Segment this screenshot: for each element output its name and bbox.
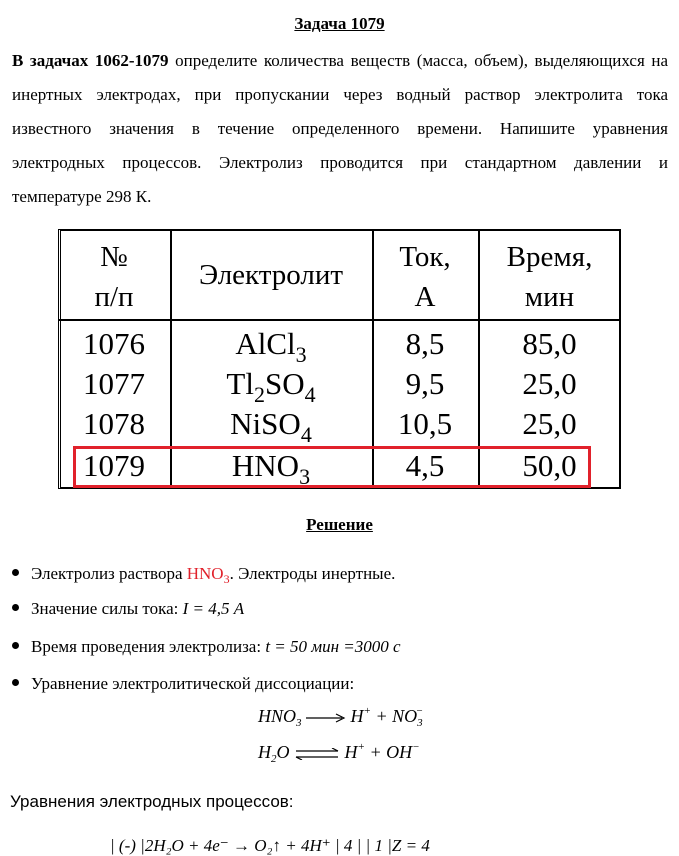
problem-text: определите количества веществ (масса, объем), выделяющихся на инертных электродах, при пропускании через водный раствор электролита тока известного значения в течение определенного времени. Напишите уравнения электродных процессов. Электролиз проводится при стандартном давлении и температуре 298 К. — [12, 51, 668, 206]
highlight-box — [73, 446, 591, 488]
electrode-processes-label: Уравнения электродных процессов: — [10, 792, 294, 811]
row-1078-current: 10,5 — [397, 406, 453, 441]
bullet-dot — [12, 642, 19, 649]
solution-title: Решение — [306, 515, 373, 534]
problem-statement — [12, 44, 668, 214]
row-1078-num: 1078 — [83, 406, 145, 441]
bullet-time: Время проведения электролиза: t = 50 мин =3000 с — [12, 637, 401, 657]
right-arrow-icon — [306, 713, 346, 723]
bullet-dot — [12, 569, 19, 576]
row-1077-time: 25,0 — [522, 366, 577, 401]
row-1079-num: 1079 — [83, 448, 145, 483]
bullet-electrolysis: Электролиз раствора $HNO_3$. Электроды инертные. — [12, 564, 395, 584]
dissociation-equation-water: $H_2O$ H+ + OH− — [258, 741, 420, 765]
electrode-equation-partial: | (-) |2H₂O + 4e⁻ → O₂↑ + 4H⁺ | 4 | | 1 |Z = 4 — [110, 836, 430, 855]
row-1079-time: 50,0 — [522, 448, 577, 483]
equilibrium-arrow-icon — [294, 748, 340, 760]
header-electrolyte: Электролит — [198, 259, 344, 291]
page-title: Задача 1079 — [294, 14, 385, 33]
row-1079-current: 4,5 — [405, 448, 445, 483]
header-current: Ток, А — [399, 241, 451, 313]
row-1076-time: 85,0 — [522, 326, 577, 361]
bullet-dissociation: Уравнение электролитической диссоциации: — [12, 674, 354, 694]
row-1077-current: 9,5 — [405, 366, 445, 401]
row-1079-formula: $HNO_3$ — [231, 448, 311, 489]
row-1076-current: 8,5 — [405, 326, 445, 361]
dissociation-equation-hno3: $HNO_3$ $H^+ + NO_3^-$ — [258, 705, 424, 729]
row-1076-formula: AlCl$_3$ — [235, 326, 307, 367]
bullet-current: Значение силы тока: I = 4,5 А — [12, 599, 244, 619]
problem-range: В задачах 1062-1079 — [12, 51, 169, 70]
row-1077-num: 1077 — [83, 366, 145, 401]
header-time: Время, мин — [506, 241, 593, 313]
header-num: № п/п — [94, 241, 134, 313]
row-1076-num: 1076 — [83, 326, 145, 361]
bullet-dot — [12, 679, 19, 686]
bullet-dot — [12, 604, 19, 611]
row-1077-formula: $Tl_2SO_4$ — [226, 366, 316, 407]
row-1078-time: 25,0 — [522, 406, 577, 441]
row-1078-formula: NiSO$_4$ — [230, 406, 312, 447]
